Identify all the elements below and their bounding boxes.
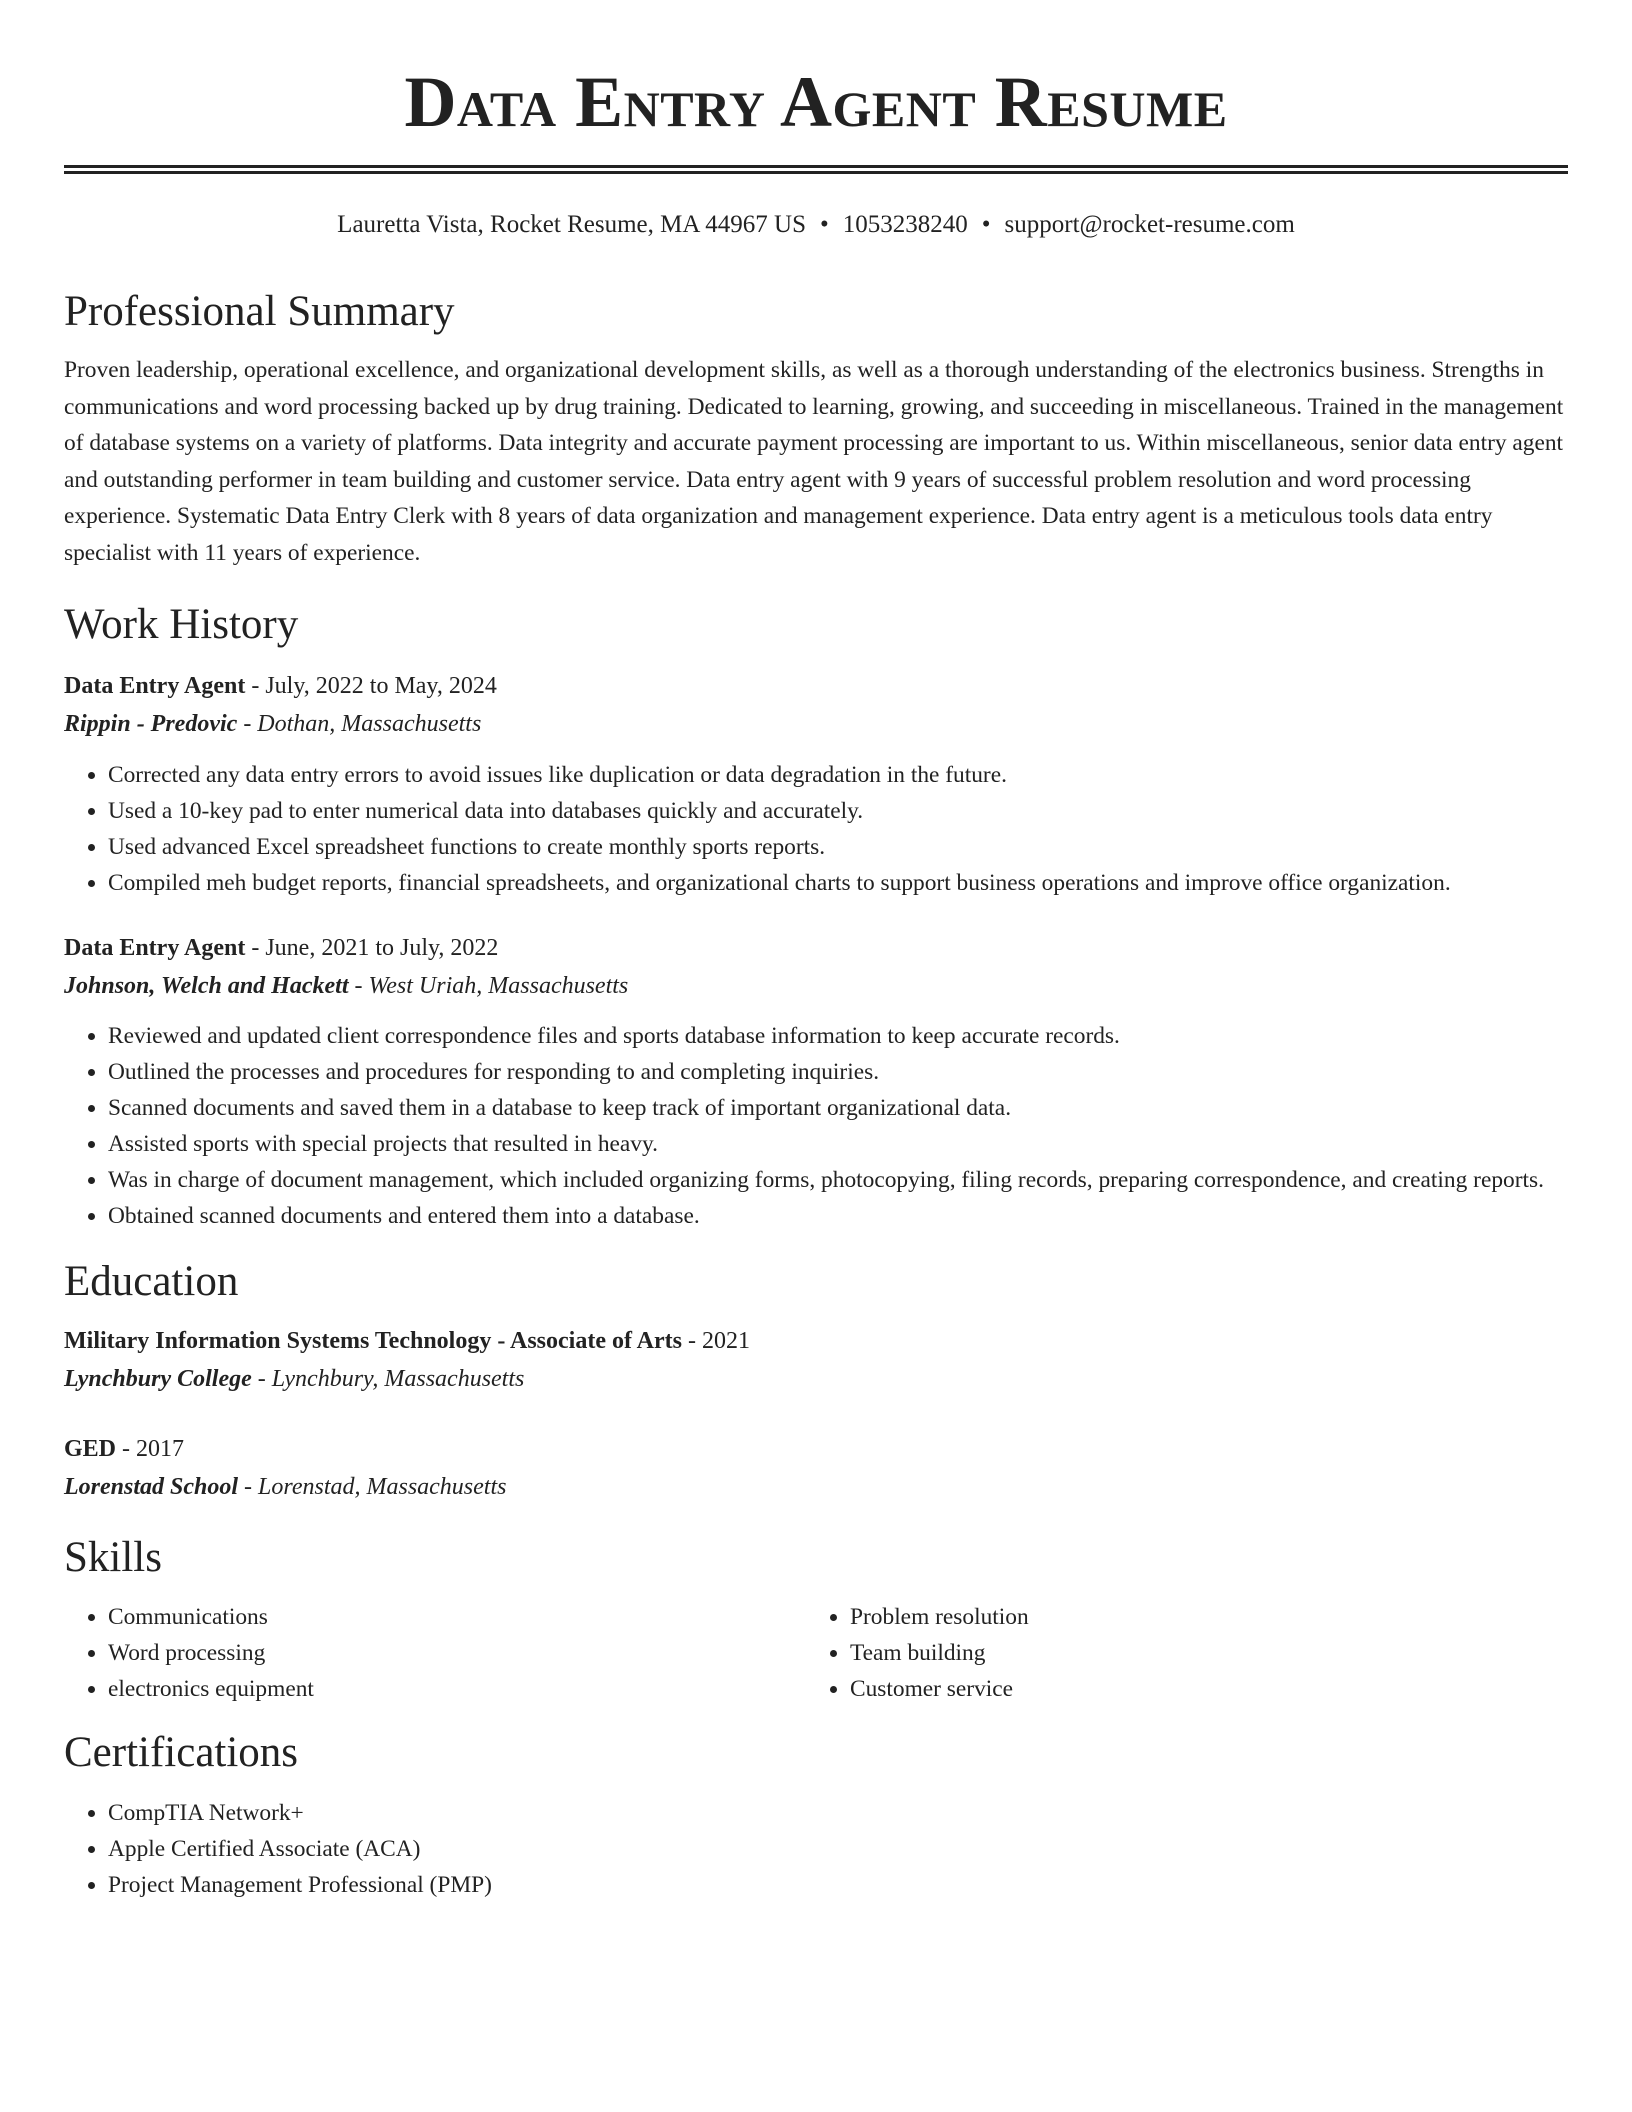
job-entry	[64, 929, 1568, 1234]
job-entry	[64, 667, 1568, 901]
education-entry	[64, 1322, 1568, 1398]
job-title: Data Entry Agent	[64, 935, 246, 961]
summary-heading: Professional Summary	[64, 288, 455, 335]
contact-line	[64, 208, 1568, 242]
list-item: • electronics equipment	[108, 1671, 806, 1707]
contact-separator: •	[981, 211, 991, 238]
list-item: • Compiled meh budget reports, financial spreadsheets, and organizational charts to support business operations and improve office organization.	[108, 865, 1568, 901]
summary-text: Proven leadership, operational excellence, and organizational development skills, as well as a thorough understanding of the electronics business. Strengths in communications and word processing backed up by drug training. Dedicated to learning, growing, and succeeding in miscellaneous. Trained in the management of database systems on a variety of platforms. Data integrity and accurate payment processing are important to us. Within miscellaneous, senior data entry agent and outstanding performer in team building and customer service. Data entry agent with 9 years of successful problem resolution and word processing experience. Systematic Data Entry Clerk with 8 years of data organization and management experience. Data entry agent is a meticulous tools data entry specialist with 11 years of experience.	[64, 357, 1564, 566]
job-dates: - June, 2021 to July, 2022	[245, 935, 499, 961]
education-degree: Military Information Systems Technology - Associate of Arts	[64, 1328, 682, 1354]
list-item: • Used advanced Excel spreadsheet functions to create monthly sports reports.	[108, 829, 1568, 865]
education-section	[64, 1254, 1568, 1506]
job-location: - Dothan, Massachusetts	[237, 711, 482, 737]
education-header	[64, 1322, 1568, 1360]
job-header	[64, 929, 1568, 967]
education-location: - Lynchbury, Massachusetts	[251, 1366, 525, 1392]
list-item: • Obtained scanned documents and entered them into a database.	[108, 1198, 1568, 1234]
education-year: - 2017	[116, 1436, 185, 1462]
skills-list-left	[64, 1599, 806, 1707]
certifications-section	[64, 1725, 1568, 1903]
education-entry	[64, 1430, 1568, 1506]
job-dates: - July, 2022 to May, 2024	[245, 673, 497, 699]
education-year: - 2021	[681, 1328, 750, 1354]
job-location: - West Uriah, Massachusetts	[348, 973, 629, 999]
work-history-heading: Work History	[64, 601, 299, 648]
list-item: • Scanned documents and saved them in a database to keep track of important organizational data.	[108, 1090, 1568, 1126]
list-item: • Reviewed and updated client correspondence files and sports database information to keep accurate records.	[108, 1018, 1568, 1054]
list-item: • Apple Certified Associate (ACA)	[108, 1831, 1568, 1867]
list-item: • CompTIA Network+	[108, 1795, 1568, 1831]
skills-section	[64, 1530, 1568, 1707]
list-item: • Communications	[108, 1599, 806, 1635]
list-item: • Outlined the processes and procedures for responding to and completing inquiries.	[108, 1054, 1568, 1090]
list-item: • Used a 10-key pad to enter numerical data into databases quickly and accurately.	[108, 793, 1568, 829]
job-bullets	[64, 757, 1568, 901]
title-double-rule	[64, 165, 1568, 174]
list-item: • Customer service	[850, 1671, 1548, 1707]
job-title: Data Entry Agent	[64, 673, 246, 699]
list-item: • Was in charge of document management, which included organizing forms, photocopying, filing records, preparing correspondence, and creating reports.	[108, 1162, 1568, 1198]
contact-address: Lauretta Vista, Rocket Resume, MA 44967 US	[337, 211, 806, 238]
contact-phone: 1053238240	[842, 211, 968, 238]
job-company: Johnson, Welch and Hackett	[64, 973, 349, 999]
summary-section	[64, 284, 1568, 571]
education-heading: Education	[64, 1258, 239, 1305]
resume-title: Data Entry Agent Resume	[404, 62, 1228, 142]
list-item: • Problem resolution	[850, 1599, 1548, 1635]
job-employer	[64, 705, 1568, 743]
job-header	[64, 667, 1568, 705]
job-company: Rippin - Predovic	[64, 711, 238, 737]
skills-list-right	[806, 1599, 1548, 1707]
list-item: • Assisted sports with special projects that resulted in heavy.	[108, 1126, 1568, 1162]
job-bullets	[64, 1018, 1568, 1234]
education-header	[64, 1430, 1568, 1468]
certifications-list	[64, 1795, 1568, 1903]
contact-email: support@rocket-resume.com	[1004, 211, 1295, 238]
list-item: • Corrected any data entry errors to avoid issues like duplication or data degradation in the future.	[108, 757, 1568, 793]
work-history-section	[64, 597, 1568, 1234]
certifications-heading: Certifications	[64, 1729, 299, 1776]
education-institution	[64, 1468, 1568, 1506]
education-school: Lorenstad School	[64, 1474, 239, 1500]
list-item: • Word processing	[108, 1635, 806, 1671]
skills-heading: Skills	[64, 1534, 162, 1581]
list-item: • Team building	[850, 1635, 1548, 1671]
education-location: - Lorenstad, Massachusetts	[238, 1474, 507, 1500]
education-degree: GED	[64, 1436, 117, 1462]
contact-separator: •	[819, 211, 829, 238]
job-employer	[64, 967, 1568, 1005]
education-school: Lynchbury College	[64, 1366, 252, 1392]
list-item: • Project Management Professional (PMP)	[108, 1867, 1568, 1903]
education-institution	[64, 1360, 1568, 1398]
skills-columns	[64, 1599, 1568, 1707]
